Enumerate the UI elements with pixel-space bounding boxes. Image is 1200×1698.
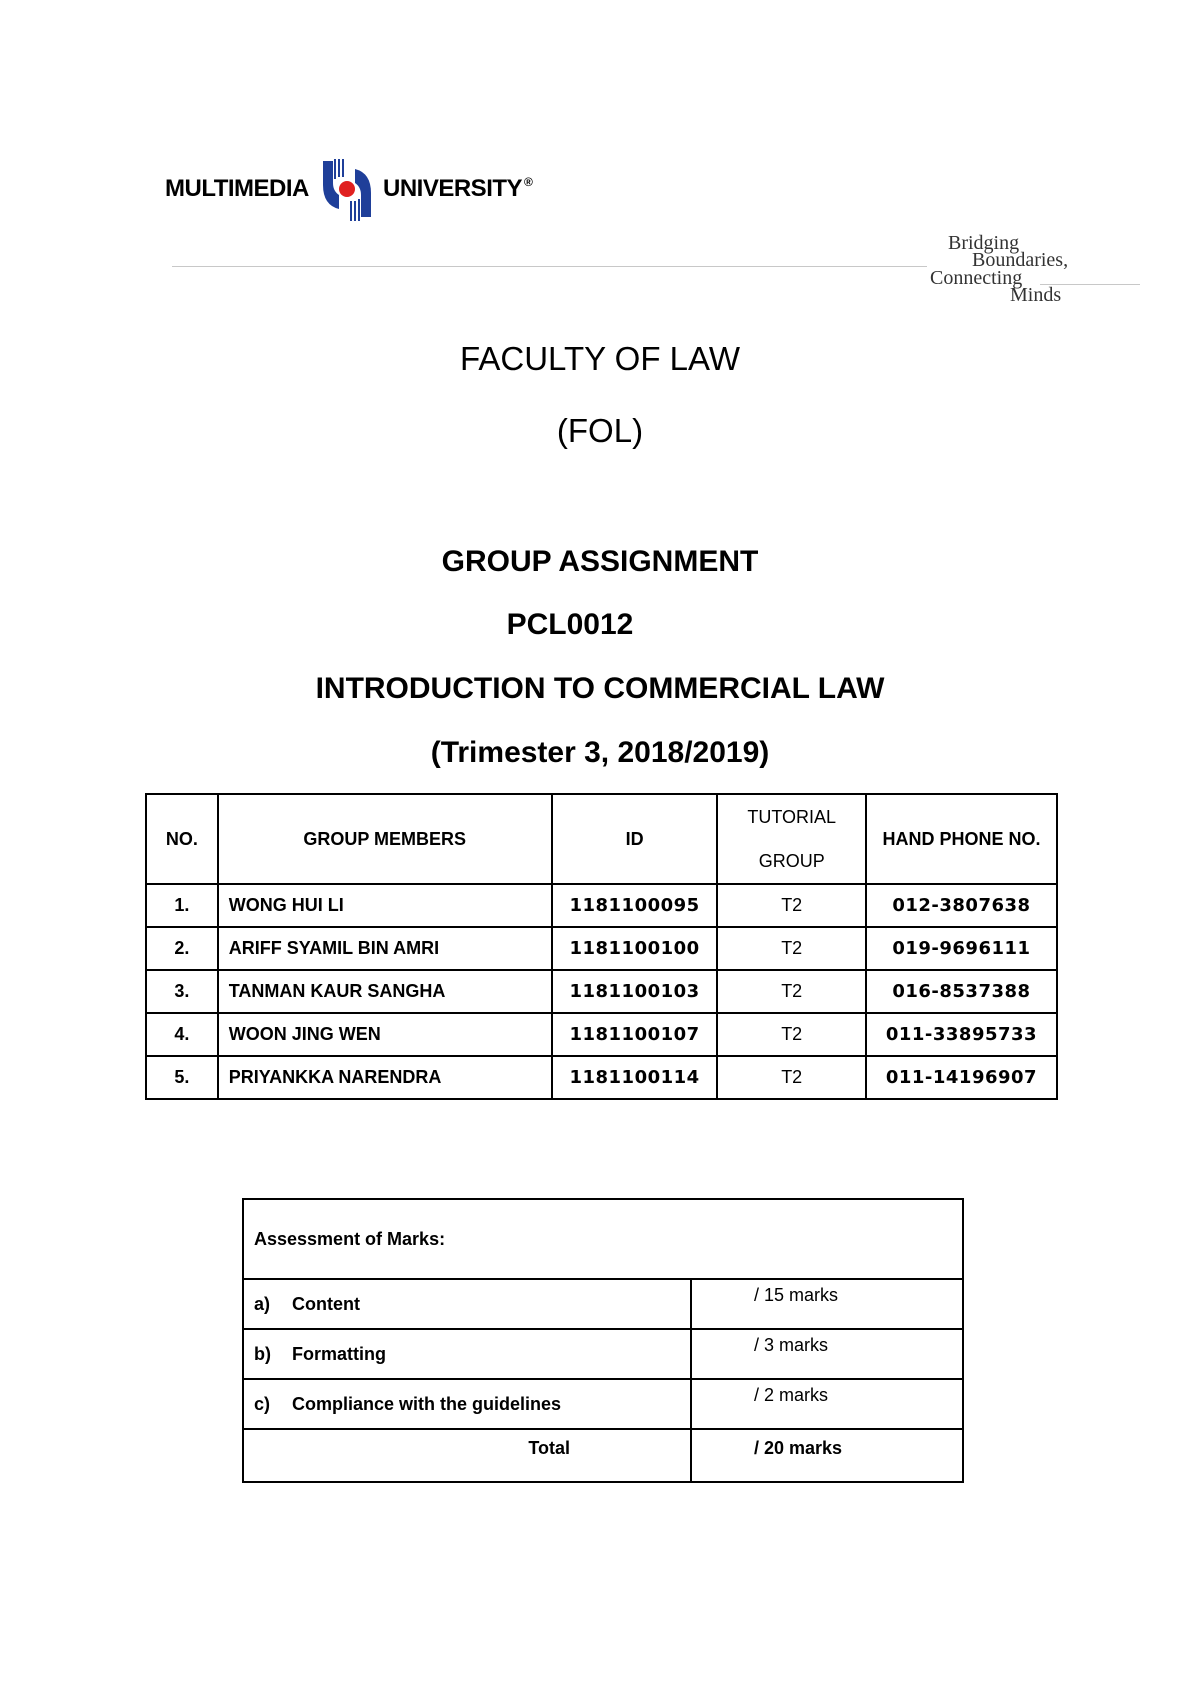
header-rule (172, 266, 927, 267)
term-title: (Trimester 3, 2018/2019) (430, 736, 770, 769)
table-row (146, 1013, 1057, 1056)
tagline-line-3: Connecting (930, 267, 1023, 289)
assessment-total-row (243, 1429, 963, 1482)
member-phone: 016-8537388 (866, 970, 1057, 1013)
member-id: 1181100114 (552, 1056, 718, 1099)
assessment-row (243, 1329, 963, 1379)
assessment-label: b) Formatting (243, 1329, 691, 1379)
course-code: PCL0012 (506, 608, 634, 641)
row-no: 4. (146, 1013, 218, 1056)
member-phone: 012-3807638 (866, 884, 1057, 927)
header-tutorial-group: TUTORIAL GROUP (717, 794, 865, 884)
tagline-line-2: Boundaries, (972, 249, 1069, 271)
member-id: 1181100095 (552, 884, 718, 927)
member-name: TANMAN KAUR SANGHA (218, 970, 552, 1013)
header-id: ID (552, 794, 718, 884)
assessment-label: c) Compliance with the guidelines (243, 1379, 691, 1429)
member-group: T2 (717, 1013, 865, 1056)
member-name: PRIYANKKA NARENDRA (218, 1056, 552, 1099)
tagline-line-4: Minds (1010, 284, 1062, 306)
member-phone: 011-14196907 (866, 1056, 1057, 1099)
assessment-marks: / 2 marks (691, 1379, 963, 1429)
faculty-title: FACULTY OF LAW (460, 340, 740, 377)
header-phone: HAND PHONE NO. (866, 794, 1057, 884)
assessment-row (243, 1379, 963, 1429)
member-name: WONG HUI LI (218, 884, 552, 927)
tagline-line-1: Bridging (948, 232, 1020, 254)
group-members-table (145, 793, 1058, 1100)
total-label: Total (243, 1429, 691, 1482)
logo-text-left: MULTIMEDIA (165, 175, 309, 202)
assignment-title: GROUP ASSIGNMENT (441, 545, 759, 578)
row-no: 1. (146, 884, 218, 927)
assessment-title: Assessment of Marks: (243, 1199, 963, 1279)
member-name: WOON JING WEN (218, 1013, 552, 1056)
assessment-label: a) Content (243, 1279, 691, 1329)
member-phone: 011-33895733 (866, 1013, 1057, 1056)
member-group: T2 (717, 927, 865, 970)
total-marks: / 20 marks (691, 1429, 963, 1482)
table-row (146, 1056, 1057, 1099)
table-row (146, 927, 1057, 970)
table-row (146, 970, 1057, 1013)
logo-text-right: UNIVERSITY ® (383, 175, 533, 202)
member-name: ARIFF SYAMIL BIN AMRI (218, 927, 552, 970)
row-no: 3. (146, 970, 218, 1013)
row-no: 2. (146, 927, 218, 970)
table-row (146, 884, 1057, 927)
assessment-row (243, 1279, 963, 1329)
row-no: 5. (146, 1056, 218, 1099)
table-header-row (146, 794, 1057, 884)
header-no: NO. (146, 794, 218, 884)
member-group: T2 (717, 1056, 865, 1099)
assessment-marks: / 15 marks (691, 1279, 963, 1329)
assessment-table (242, 1198, 964, 1483)
member-phone: 019-9696111 (866, 927, 1057, 970)
member-id: 1181100103 (552, 970, 718, 1013)
mmu-emblem-icon (313, 155, 381, 223)
assessment-marks: / 3 marks (691, 1329, 963, 1379)
course-title: INTRODUCTION TO COMMERCIAL LAW (315, 672, 885, 705)
member-group: T2 (717, 970, 865, 1013)
faculty-abbr: (FOL) (556, 412, 644, 449)
member-id: 1181100100 (552, 927, 718, 970)
header-members: GROUP MEMBERS (218, 794, 552, 884)
member-id: 1181100107 (552, 1013, 718, 1056)
member-group: T2 (717, 884, 865, 927)
